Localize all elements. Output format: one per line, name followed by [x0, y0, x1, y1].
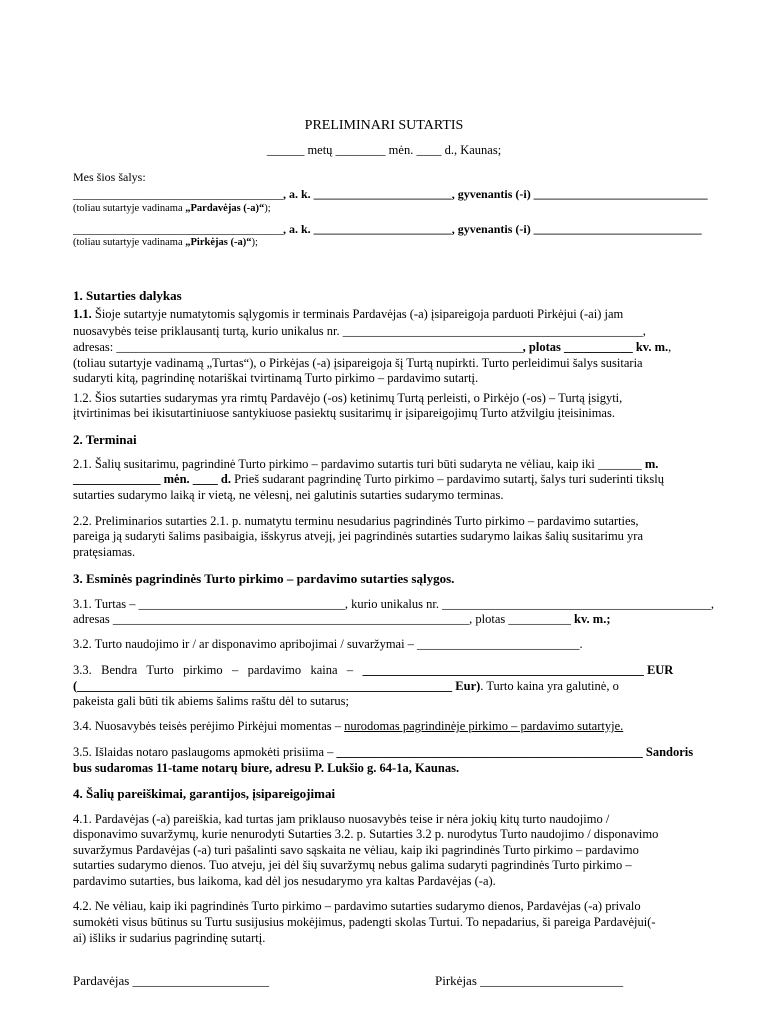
- seller-lives: , gyvenantis (-i) _____________________________: [451, 187, 708, 201]
- section-4-2-line-2: sumokėti visus būtinus su Turtu susijusius mokėjimus, padengti skolas Turtui. To nepadarius, ši pareiga Pardavėjui(-: [73, 915, 656, 929]
- section-2-heading: 2. Terminai: [73, 432, 137, 447]
- section-3-heading: 3. Esminės pagrindinės Turto pirkimo – pardavimo sutarties sąlygos.: [73, 571, 455, 586]
- section-2-2-line-3: pratęsiamas.: [73, 545, 136, 559]
- seller-role: „Pardavėjas (-a)“: [185, 203, 265, 214]
- section-1-1-line-5: sudaryti kitą, pagrindinę notariškai tvirtinamą Turto pirkimo – pardavimo sutartį.: [73, 371, 479, 385]
- price-words-blank: (____________________________________________________________ Eur): [73, 679, 481, 693]
- clause-text: 3.3. Bendra Turto pirkimo – pardavimo kaina –: [73, 663, 363, 677]
- seller-note-prefix: (toliau sutartyje vadinama: [73, 203, 186, 214]
- area-blank: , plotas ___________: [522, 340, 636, 354]
- buyer-role: „Pirkėjas (-a)“: [185, 237, 252, 248]
- section-1-1-line-3: [73, 340, 671, 355]
- comma: ,: [668, 340, 672, 354]
- parties-intro: Mes šios šalys:: [73, 170, 146, 184]
- section-4-1-line-3: suvaržymus Pardavėjas (-a) turi pašalinti savo sąskaita ne vėliau, kaip iki pagrindinės Turto pirkimo – pardavimo: [73, 843, 639, 857]
- seller-note-suffix: );: [264, 203, 271, 214]
- buyer-note-prefix: (toliau sutartyje vadinama: [73, 237, 186, 248]
- seller-line: [73, 187, 708, 202]
- section-1-heading: 1. Sutarties dalykas: [73, 288, 182, 303]
- date-line: ______ metų ________ mėn. ____ d., Kaunas;: [266, 143, 502, 157]
- section-1-1-line-2: nuosavybės teise priklausantį turtą, kurio unikalus nr. ________________________________________________,: [73, 324, 646, 338]
- buyer-line: [73, 222, 702, 237]
- section-3-4: [73, 719, 623, 734]
- section-2-1-line-3: sutarties sudarymo laiką ir vietą, ne vėlesnį, nei galutinis sutarties sudarymo terminas.: [73, 488, 504, 502]
- section-1-2-line-2: įtvirtinimas bei ikisutartiniuose santykiuose pasiektų susitarimų ir įsipareigojimų Turto atžvilgiu įteisinimas.: [73, 406, 615, 420]
- clause-text: 3.5. Išlaidas notaro paslaugoms apmokėti prisiima –: [73, 745, 337, 759]
- section-4-2-line-1: 4.2. Ne vėliau, kaip iki pagrindinės Turto pirkimo – pardavimo sutarties sudarymo dienos, Pardavėjas (-a) privalo: [73, 899, 641, 913]
- price-blank: _____________________________________________ EUR: [362, 663, 674, 677]
- buyer-note-suffix: );: [251, 237, 258, 248]
- section-4-1-line-4: sutarties sudarymo dienos. Tuo atveju, jei dėl šių suvaržymų nebus galima sudaryti pagrindinės Turto pirkimo –: [73, 858, 632, 872]
- clause-text: 3.4. Nuosavybės teisės perėjimo Pirkėjui momentas –: [73, 719, 345, 733]
- section-2-1-line-2: [73, 472, 664, 487]
- section-4-1-line-1: 4.1. Pardavėjas (-a) pareiškia, kad turtas jam priklauso nuosavybės teise ir nėra jokių kitų turto naudojimo /: [73, 812, 610, 826]
- buyer-ak: , a. k. _______________________: [283, 222, 452, 236]
- section-3-1-line-2: [73, 612, 611, 627]
- clause-text: Prieš sudarant pagrindinę Turto pirkimo – pardavimo sutartį, šalys turi suderinti tikslų: [231, 472, 664, 486]
- section-2-2-line-2: pareiga ją sudaryti šalims pasibaigia, išskyrus atvejį, jei pagrindinės sutarties sudarymo laikas šalių susitarimu yra: [73, 529, 644, 543]
- section-4-1-line-2: disponavimo suvaržymų, kurie nenurodyti Sutarties 3.2. p. Sutarties 3.2 p. nurodytus Turto naudojimo / disponavimo: [73, 827, 659, 841]
- section-3-3-line-1: [73, 663, 673, 678]
- notary-payer-blank: _________________________________________________ Sandoris: [336, 745, 694, 759]
- clause-text: . Turto kaina yra galutinė, o: [480, 679, 619, 693]
- ownership-transfer-note: nurodomas pagrindinėje pirkimo – pardavimo sutartyje.: [344, 719, 624, 733]
- buyer-name-blank: ___________________________________: [73, 222, 283, 236]
- year-unit: m.: [644, 457, 659, 471]
- buyer-signature: Pirkėjas ______________________: [435, 973, 624, 988]
- document-title: PRELIMINARI SUTARTIS: [304, 118, 464, 133]
- address-blank: adresas _________________________________________________________, plotas __________: [73, 612, 575, 626]
- section-3-1-line-1: 3.1. Turtas – _________________________________, kurio unikalus nr. ___________________________________________,: [73, 597, 714, 611]
- section-1-1-line-4: (toliau sutartyje vadinamą „Turtas“), o Pirkėjas (-a) įsipareigoja šį Turtą nupirkti. Turto perleidimui šalys susitaria: [73, 356, 643, 370]
- section-3-2: 3.2. Turto naudojimo ir / ar disponavimo apribojimai / suvaržymai – __________________________.: [73, 637, 583, 651]
- section-4-2-line-3: ai) išliks ir sudarius pagrindinę sutartį.: [73, 931, 266, 945]
- buyer-note: [73, 237, 258, 248]
- section-3-3-line-2: [73, 679, 619, 694]
- seller-name-blank: ___________________________________: [73, 187, 283, 201]
- seller-ak: , a. k. _______________________: [283, 187, 452, 201]
- section-2-2-line-1: 2.2. Preliminarios sutarties 2.1. p. numatytu terminu nesudarius pagrindinės Turto pirkimo – pardavimo sutarties,: [73, 514, 639, 528]
- clause-text: Šioje sutartyje numatytomis sąlygomis ir terminais Pardavėjas (-a) įsipareigoja parduoti Pirkėjui (-ai) jam: [91, 307, 624, 321]
- seller-signature: Pardavėjas _____________________: [73, 973, 270, 988]
- section-1-1-line-1: [73, 307, 623, 322]
- clause-text: 2.1. Šalių susitarimu, pagrindinė Turto pirkimo – pardavimo sutartis turi būti sudaryta ne vėliau, kaip iki _______: [73, 457, 645, 471]
- clause-number: 1.1.: [73, 307, 92, 321]
- section-3-3-line-3: pakeista gali būti tik abiems šalims raštu dėl to sutarus;: [73, 694, 349, 708]
- section-2-1-line-1: [73, 457, 658, 472]
- date-blank: ______________ mėn. ____ d.: [73, 472, 231, 486]
- area-unit: kv. m.;: [574, 612, 611, 626]
- section-4-1-line-5: pardavimo sutarties, bus laikoma, kad dėl jos nesudarymo yra kaltas Pardavėjas (-a).: [73, 874, 496, 888]
- section-3-5-line-2: bus sudaromas 11-tame notarų biure, adresu P. Lukšio g. 64-1a, Kaunas.: [73, 761, 460, 775]
- area-unit: kv. m.: [635, 340, 669, 354]
- section-4-heading: 4. Šalių pareiškimai, garantijos, įsipareigojimai: [73, 786, 336, 801]
- section-1-2-line-1: 1.2. Šios sutarties sudarymas yra rimtų Pardavėjo (-os) ketinimų Turtą perleisti, o Pirkėjo (-os) – Turtą įsigyti,: [73, 391, 623, 405]
- buyer-lives: , gyvenantis (-i) ____________________________: [451, 222, 702, 236]
- section-3-5-line-1: [73, 745, 693, 760]
- seller-note: [73, 203, 271, 214]
- address-blank: adresas: _________________________________________________________________: [73, 340, 523, 354]
